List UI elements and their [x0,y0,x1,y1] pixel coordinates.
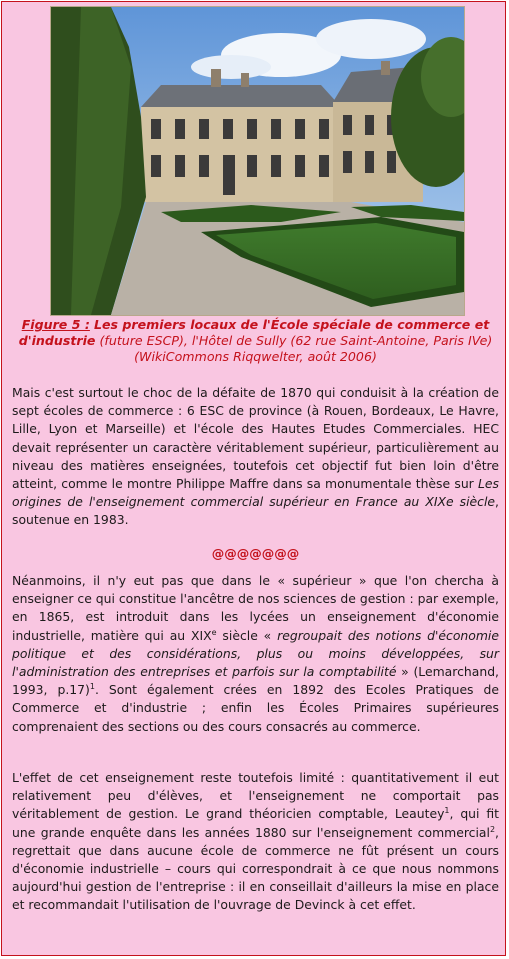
paragraph-1 [12,384,499,530]
figure-caption [16,317,495,365]
footnote-ref[interactable]: 1 [89,682,95,692]
paragraph-2 [12,572,499,736]
paragraph-1-end: , soutenue en 1983. [12,494,499,528]
thesis-title: Les origines de l'enseignement commercial supérieur en France au XIXe siècle [12,476,499,510]
paragraph-3-text-c: , regrettait que dans aucune école de commerce ne fût présent un cours d'économie industrielle – cours qui correspondrait à ce que nous nommons aujourd'hui gestion de l'entreprise : il en conseillait d'ailleurs la mise en place et recommandait l'utilisation de l'ouvrage de Devinck à cet effet. [12,824,499,913]
paragraph-3-text-a: L'effet de cet enseignement reste toutefois limité : quantitativement il eut relativement peu d'élèves, et l'enseignement ne comportait pas véritablement de gestion. Le grand théoricien comptable, Leautey [12,770,499,822]
section-separator: @@@@@@@ [211,546,300,561]
paragraph-2-text-b: siècle « [216,627,278,643]
paragraph-3 [12,769,499,915]
document-frame [1,1,506,956]
footnote-ref[interactable]: 1 [444,806,450,816]
figure-subtitle: (future ESCP), l'Hôtel de Sully (62 rue Saint-Antoine, Paris IVe) (WikiCommons Riqqwelter, août 2006) [99,333,493,364]
hotel-de-sully-photo [50,6,465,316]
paragraph-1-text: Mais c'est surtout le choc de la défaite de 1870 qui conduisit à la création de sept écoles de commerce : 6 ESC de province (à Rouen, Bordeaux, Le Havre, Lille, Lyon et Marseille) et l'école des Hautes Etudes Commerciales. HEC devait représenter un caractère véritablement supérieur, particulièrement au niveau des matières enseignées, toutefois cet objectif fut bien loin d'être atteint, comme le montre Philippe Maffre dans sa monumentale thèse sur [12,385,499,492]
footnote-ref[interactable]: 2 [489,824,496,834]
paragraph-3-text-b: , qui fit une grande enquête dans les années 1880 sur l'enseignement commercial [12,806,500,840]
figure-title: Les premiers locaux de l'École spéciale de commerce et d'industrie [18,317,490,348]
paragraph-2-text-c: » (Lemarchand, 1993, p.17) [12,664,499,698]
figure-label: Figure 5 : [21,317,90,332]
paragraph-2-text-d: . Sont également crées en 1892 des Ecoles Pratiques de Commerce et d'industrie ; enfin les Écoles Primaires supérieures comprenaient des sections ou des cours consacrés au commerce. [12,682,499,734]
century-superscript: e [211,627,217,637]
paragraph-2-text-a: Néanmoins, il n'y eut pas que dans le « supérieur » que l'on chercha à enseigner ce qui constitue l'ancêtre de nos sciences de gestion : par exemple, en 1865, est introduit dans les lycées un enseignement d'économie industrielle, matière qui au XIX [12,573,499,643]
paragraph-2-quote: regroupait des notions d'économie politique et des considérations, plus ou moins développées, sur l'administration des entreprises et parfois sur la comptabilité [12,627,499,680]
